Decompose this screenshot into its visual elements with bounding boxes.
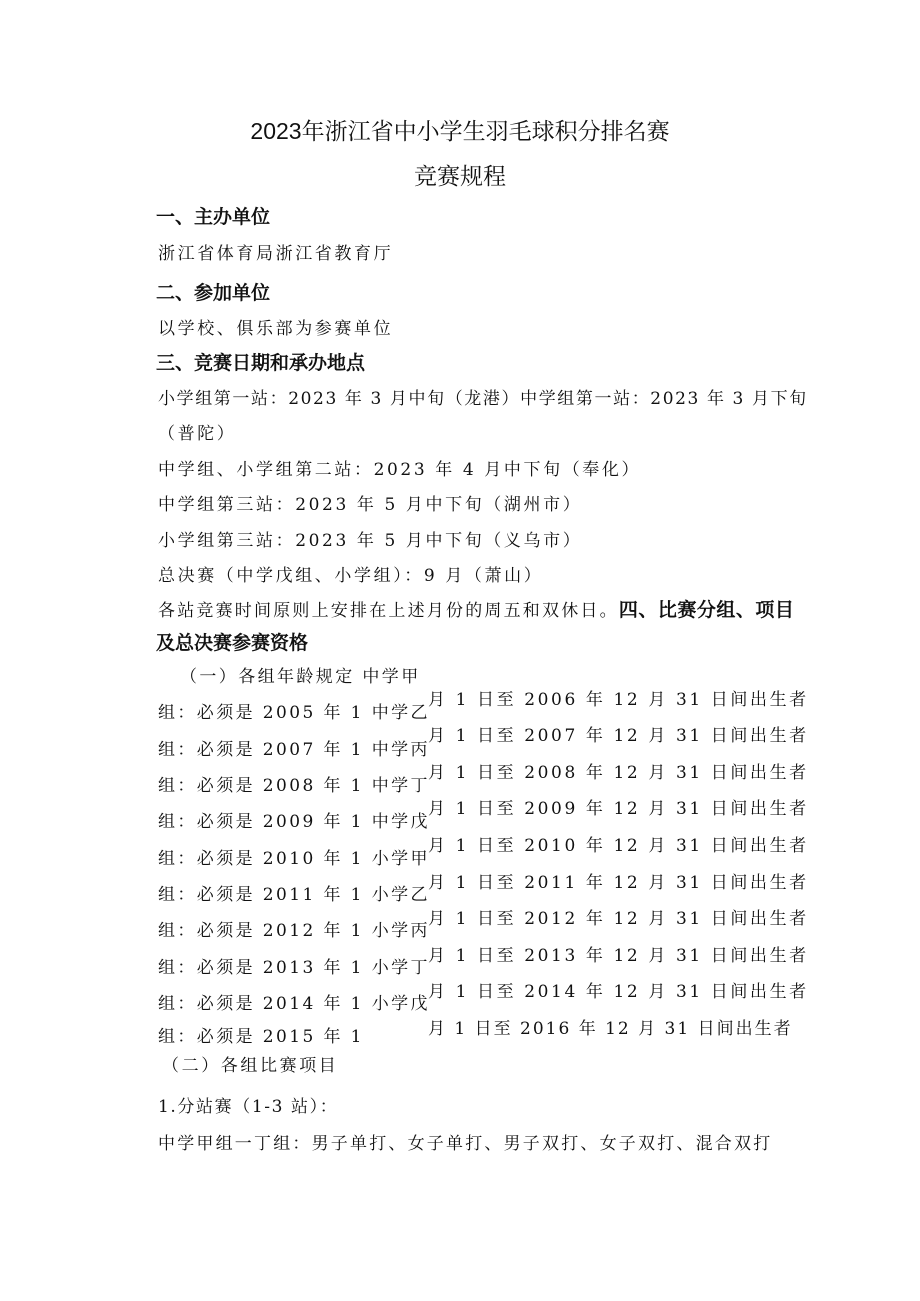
events-item-detail: 中学甲组一丁组：男子单打、女子单打、男子双打、女子双打、混合双打 [158,1134,773,1154]
age-rule-right: 月 1 日至 2014 年 12 月 31 日间出生者 [428,982,809,1002]
age-rule-right: 月 1 日至 2006 年 12 月 31 日间出生者 [428,690,809,710]
age-rule-right: 月 1 日至 2016 年 12 月 31 日间出生者 [428,1019,793,1039]
schedule-line: （普陀） [158,424,237,444]
age-rule-left: 组：必须是 2014 年 1 小学戊 [158,994,430,1014]
schedule-line: 中学组第三站：2023 年 5 月中下旬（湖州市） [158,495,583,515]
schedule-line: 中学组、小学组第二站：2023 年 4 月中下旬（奉化） [158,460,642,480]
section-heading-schedule: 三、竞赛日期和承办地点 [156,352,366,374]
age-rule-right: 月 1 日至 2010 年 12 月 31 日间出生者 [428,836,809,856]
age-rule-left: 组：必须是 2009 年 1 中学戊 [158,812,430,832]
age-rule-left: 组：必须是 2005 年 1 中学乙 [158,703,430,723]
schedule-line: 小学组第一站：2023 年 3 月中旬（龙港）中学组第一站：2023 年 3 月下旬 [158,389,808,409]
age-rule-right: 月 1 日至 2009 年 12 月 31 日间出生者 [428,799,809,819]
age-rule-left: 组：必须是 2013 年 1 小学丁 [158,958,430,978]
age-rule-right: 月 1 日至 2011 年 12 月 31 日间出生者 [428,873,809,893]
schedule-line: 总决赛（中学戊组、小学组）：9 月（萧山） [158,566,544,586]
participants-text: 以学校、俱乐部为参赛单位 [158,319,394,339]
schedule-note: 各站竞赛时间原则上安排在上述月份的周五和双休日。 [158,601,619,621]
age-rule-left: 组：必须是 2007 年 1 中学丙 [158,740,430,760]
schedule-note-line [158,595,794,622]
subsection-heading-events: （二）各组比赛项目 [162,1056,339,1076]
section-heading-groups-cont: 及总决赛参赛资格 [156,632,309,654]
age-rule-left: 组：必须是 2011 年 1 小学乙 [158,885,430,905]
age-rule-left: 组：必须是 2015 年 1 [158,1027,364,1047]
age-rule-right: 月 1 日至 2012 年 12 月 31 日间出生者 [428,909,809,929]
document-subtitle: 竞赛规程 [414,163,506,189]
document-title: 2023年浙江省中小学生羽毛球积分排名赛 [250,118,670,144]
schedule-line: 小学组第三站：2023 年 5 月中下旬（义乌市） [158,531,583,551]
age-rule-left: （一）各组年龄规定 中学甲 [180,667,421,687]
events-item: 1.分站赛（1-3 站）： [158,1097,339,1117]
section-heading-participants: 二、参加单位 [156,282,271,304]
section-heading-groups: 四、比赛分组、项目 [618,599,795,621]
age-rule-right: 月 1 日至 2008 年 12 月 31 日间出生者 [428,763,809,783]
age-rule-left: 组：必须是 2012 年 1 小学丙 [158,921,430,941]
age-rule-left: 组：必须是 2010 年 1 小学甲 [158,849,430,869]
age-rule-right: 月 1 日至 2013 年 12 月 31 日间出生者 [428,946,809,966]
organizer-text: 浙江省体育局浙江省教育厅 [158,244,394,264]
age-rule-right: 月 1 日至 2007 年 12 月 31 日间出生者 [428,726,809,746]
age-rule-left: 组：必须是 2008 年 1 中学丁 [158,776,430,796]
section-heading-organizer: 一、主办单位 [156,206,271,228]
